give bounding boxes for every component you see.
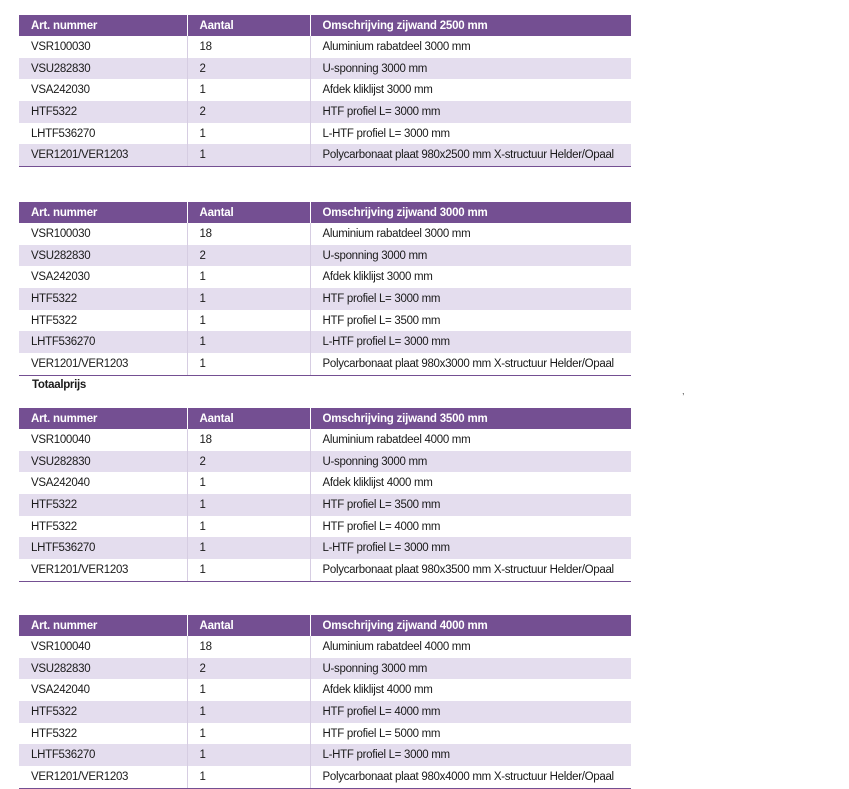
total-price-label: Totaalprijs xyxy=(32,379,86,391)
cell-art-nummer: VSR100030 xyxy=(19,223,187,245)
table-header-row xyxy=(19,202,631,223)
cell-art-nummer: VSU282830 xyxy=(19,245,187,267)
cell-omschrijving: HTF profiel L= 5000 mm xyxy=(310,723,631,745)
table-row xyxy=(19,245,631,267)
cell-omschrijving: Afdek kliklijst 4000 mm xyxy=(310,472,631,494)
cell-art-nummer: VSA242030 xyxy=(19,79,187,101)
cell-aantal: 1 xyxy=(187,766,310,788)
table-row xyxy=(19,353,631,375)
table-row xyxy=(19,516,631,538)
cell-aantal: 2 xyxy=(187,101,310,123)
cell-art-nummer: VSA242030 xyxy=(19,266,187,288)
cell-aantal: 18 xyxy=(187,36,310,58)
cell-omschrijving: HTF profiel L= 3000 mm xyxy=(310,101,631,123)
cell-omschrijving: Aluminium rabatdeel 3000 mm xyxy=(310,36,631,58)
cell-aantal: 1 xyxy=(187,123,310,145)
cell-aantal: 1 xyxy=(187,266,310,288)
parts-table xyxy=(19,202,631,376)
header-art-nummer: Art. nummer xyxy=(19,202,187,223)
cell-omschrijving: L-HTF profiel L= 3000 mm xyxy=(310,123,631,145)
cell-omschrijving: Afdek kliklijst 3000 mm xyxy=(310,266,631,288)
table-row xyxy=(19,58,631,80)
cell-aantal: 1 xyxy=(187,494,310,516)
table-row xyxy=(19,36,631,58)
table-row xyxy=(19,266,631,288)
cell-aantal: 2 xyxy=(187,658,310,680)
cell-omschrijving: U-sponning 3000 mm xyxy=(310,451,631,473)
table-row xyxy=(19,494,631,516)
cell-art-nummer: VER1201/VER1203 xyxy=(19,559,187,581)
cell-omschrijving: U-sponning 3000 mm xyxy=(310,658,631,680)
cell-omschrijving: Afdek kliklijst 3000 mm xyxy=(310,79,631,101)
cell-art-nummer: HTF5322 xyxy=(19,701,187,723)
cell-art-nummer: VSU282830 xyxy=(19,658,187,680)
cell-omschrijving: Aluminium rabatdeel 4000 mm xyxy=(310,429,631,451)
cell-omschrijving: Afdek kliklijst 4000 mm xyxy=(310,679,631,701)
cell-omschrijving: Aluminium rabatdeel 4000 mm xyxy=(310,636,631,658)
cell-art-nummer: VER1201/VER1203 xyxy=(19,353,187,375)
cell-aantal: 1 xyxy=(187,353,310,375)
cell-omschrijving: L-HTF profiel L= 3000 mm xyxy=(310,331,631,353)
header-aantal: Aantal xyxy=(187,408,310,429)
cell-omschrijving: U-sponning 3000 mm xyxy=(310,245,631,267)
cell-aantal: 1 xyxy=(187,79,310,101)
stray-mark: , xyxy=(682,386,685,396)
cell-art-nummer: LHTF536270 xyxy=(19,744,187,766)
cell-aantal: 18 xyxy=(187,223,310,245)
cell-aantal: 1 xyxy=(187,559,310,581)
cell-art-nummer: LHTF536270 xyxy=(19,537,187,559)
cell-art-nummer: VER1201/VER1203 xyxy=(19,766,187,788)
cell-aantal: 1 xyxy=(187,288,310,310)
table-row xyxy=(19,559,631,581)
cell-omschrijving: HTF profiel L= 4000 mm xyxy=(310,701,631,723)
cell-aantal: 1 xyxy=(187,331,310,353)
parts-table xyxy=(19,408,631,582)
cell-omschrijving: U-sponning 3000 mm xyxy=(310,58,631,80)
cell-art-nummer: VSU282830 xyxy=(19,58,187,80)
header-art-nummer: Art. nummer xyxy=(19,615,187,636)
cell-aantal: 2 xyxy=(187,245,310,267)
header-omschrijving: Omschrijving zijwand 3500 mm xyxy=(310,408,631,429)
table-row xyxy=(19,429,631,451)
table-row xyxy=(19,537,631,559)
cell-art-nummer: VSR100040 xyxy=(19,636,187,658)
header-aantal: Aantal xyxy=(187,615,310,636)
cell-art-nummer: HTF5322 xyxy=(19,310,187,332)
cell-aantal: 1 xyxy=(187,310,310,332)
cell-art-nummer: LHTF536270 xyxy=(19,331,187,353)
cell-art-nummer: VSA242040 xyxy=(19,472,187,494)
table-row xyxy=(19,123,631,145)
cell-art-nummer: VSU282830 xyxy=(19,451,187,473)
table-row xyxy=(19,451,631,473)
cell-art-nummer: VER1201/VER1203 xyxy=(19,144,187,166)
table-row xyxy=(19,723,631,745)
table-row xyxy=(19,679,631,701)
cell-aantal: 1 xyxy=(187,516,310,538)
table-row xyxy=(19,331,631,353)
table-row xyxy=(19,310,631,332)
parts-table xyxy=(19,615,631,789)
table-row xyxy=(19,744,631,766)
cell-aantal: 1 xyxy=(187,723,310,745)
cell-omschrijving: Aluminium rabatdeel 3000 mm xyxy=(310,223,631,245)
table-header-row xyxy=(19,615,631,636)
cell-omschrijving: HTF profiel L= 3000 mm xyxy=(310,288,631,310)
cell-aantal: 1 xyxy=(187,679,310,701)
cell-art-nummer: HTF5322 xyxy=(19,723,187,745)
table-row xyxy=(19,223,631,245)
table-row xyxy=(19,636,631,658)
table-row xyxy=(19,79,631,101)
cell-aantal: 2 xyxy=(187,451,310,473)
table-row xyxy=(19,144,631,166)
cell-art-nummer: HTF5322 xyxy=(19,101,187,123)
table-header-row xyxy=(19,408,631,429)
cell-aantal: 2 xyxy=(187,58,310,80)
cell-art-nummer: LHTF536270 xyxy=(19,123,187,145)
cell-art-nummer: VSR100030 xyxy=(19,36,187,58)
cell-aantal: 1 xyxy=(187,144,310,166)
cell-art-nummer: HTF5322 xyxy=(19,288,187,310)
header-art-nummer: Art. nummer xyxy=(19,15,187,36)
cell-art-nummer: VSR100040 xyxy=(19,429,187,451)
header-aantal: Aantal xyxy=(187,15,310,36)
table-header-row xyxy=(19,15,631,36)
header-omschrijving: Omschrijving zijwand 3000 mm xyxy=(310,202,631,223)
cell-omschrijving: HTF profiel L= 3500 mm xyxy=(310,310,631,332)
cell-aantal: 1 xyxy=(187,472,310,494)
cell-omschrijving: L-HTF profiel L= 3000 mm xyxy=(310,537,631,559)
table-row xyxy=(19,101,631,123)
cell-art-nummer: HTF5322 xyxy=(19,494,187,516)
cell-aantal: 1 xyxy=(187,701,310,723)
table-row xyxy=(19,658,631,680)
table-row xyxy=(19,472,631,494)
cell-omschrijving: Polycarbonaat plaat 980x4000 mm X-structuur Helder/Opaal xyxy=(310,766,631,788)
header-omschrijving: Omschrijving zijwand 4000 mm xyxy=(310,615,631,636)
header-omschrijving: Omschrijving zijwand 2500 mm xyxy=(310,15,631,36)
cell-omschrijving: L-HTF profiel L= 3000 mm xyxy=(310,744,631,766)
cell-aantal: 1 xyxy=(187,744,310,766)
header-art-nummer: Art. nummer xyxy=(19,408,187,429)
header-aantal: Aantal xyxy=(187,202,310,223)
cell-art-nummer: HTF5322 xyxy=(19,516,187,538)
cell-aantal: 18 xyxy=(187,429,310,451)
cell-omschrijving: Polycarbonaat plaat 980x3000 mm X-structuur Helder/Opaal xyxy=(310,353,631,375)
cell-omschrijving: Polycarbonaat plaat 980x3500 mm X-structuur Helder/Opaal xyxy=(310,559,631,581)
table-row xyxy=(19,701,631,723)
cell-aantal: 18 xyxy=(187,636,310,658)
cell-art-nummer: VSA242040 xyxy=(19,679,187,701)
table-row xyxy=(19,288,631,310)
parts-table xyxy=(19,15,631,167)
cell-omschrijving: HTF profiel L= 3500 mm xyxy=(310,494,631,516)
cell-omschrijving: HTF profiel L= 4000 mm xyxy=(310,516,631,538)
cell-omschrijving: Polycarbonaat plaat 980x2500 mm X-structuur Helder/Opaal xyxy=(310,144,631,166)
table-row xyxy=(19,766,631,788)
cell-aantal: 1 xyxy=(187,537,310,559)
